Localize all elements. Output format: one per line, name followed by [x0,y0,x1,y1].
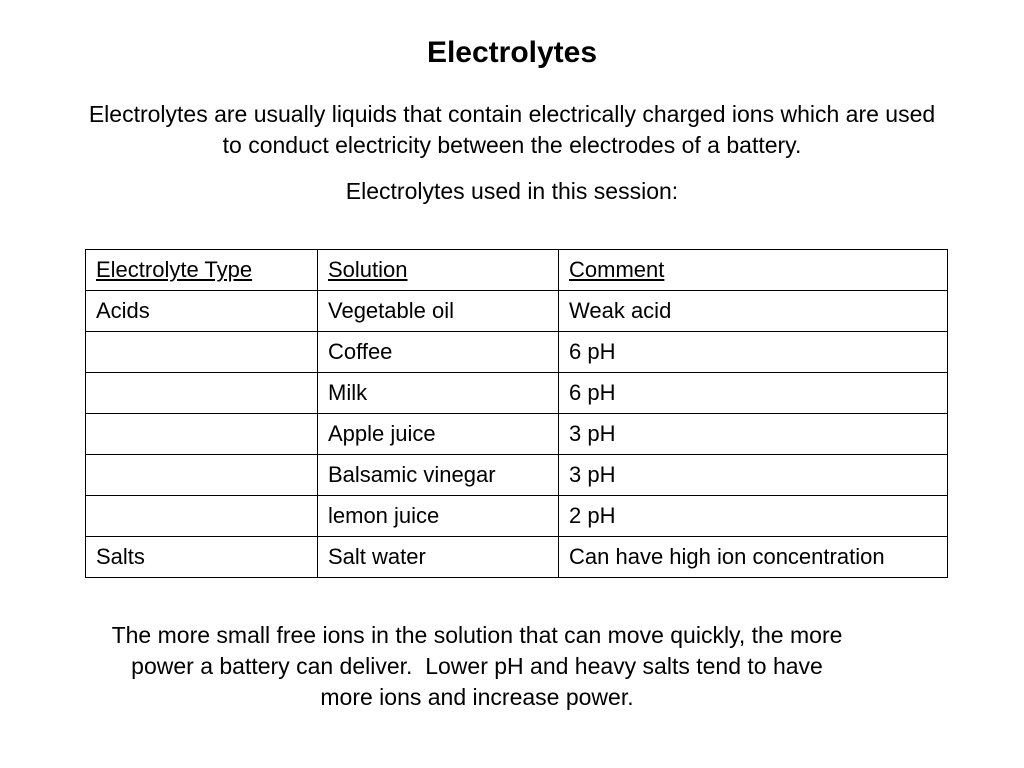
footer-line-2: power a battery can deliver. Lower pH and heavy salts tend to have [131,653,823,679]
cell-solution: Apple juice [318,414,559,455]
cell-electrolyte-type [86,414,318,455]
cell-solution: Coffee [318,332,559,373]
table-row [86,332,948,373]
intro-line-2: to conduct electricity between the electrodes of a battery. [222,132,802,158]
table-row [86,414,948,455]
header-electrolyte-type: Electrolyte Type [86,250,318,291]
cell-electrolyte-type [86,496,318,537]
cell-electrolyte-type: Salts [86,537,318,578]
cell-solution: Salt water [318,537,559,578]
intro-paragraph [20,99,1004,161]
cell-comment: 6 pH [559,373,948,414]
electrolytes-table [85,249,948,578]
table-row [86,373,948,414]
cell-comment: Weak acid [559,291,948,332]
table-row [86,455,948,496]
cell-electrolyte-type [86,373,318,414]
cell-comment: 6 pH [559,332,948,373]
cell-comment: 3 pH [559,455,948,496]
intro-line-1: Electrolytes are usually liquids that contain electrically charged ions which are used [88,101,936,127]
header-comment: Comment [559,250,948,291]
table-row [86,291,948,332]
cell-solution: Balsamic vinegar [318,455,559,496]
header-solution: Solution [318,250,559,291]
cell-solution: Vegetable oil [318,291,559,332]
footer-paragraph [52,620,902,713]
footer-line-1: The more small free ions in the solution that can move quickly, the more [111,622,843,648]
table-caption: Electrolytes used in this session: [345,178,679,204]
cell-comment: 2 pH [559,496,948,537]
cell-comment: 3 pH [559,414,948,455]
cell-electrolyte-type [86,455,318,496]
footer-line-3: more ions and increase power. [320,684,634,710]
cell-electrolyte-type: Acids [86,291,318,332]
table-row [86,496,948,537]
page-title: Electrolytes [426,36,598,69]
cell-comment: Can have high ion concentration [559,537,948,578]
table-row [86,537,948,578]
cell-electrolyte-type [86,332,318,373]
cell-solution: lemon juice [318,496,559,537]
table-header-row [86,250,948,291]
cell-solution: Milk [318,373,559,414]
